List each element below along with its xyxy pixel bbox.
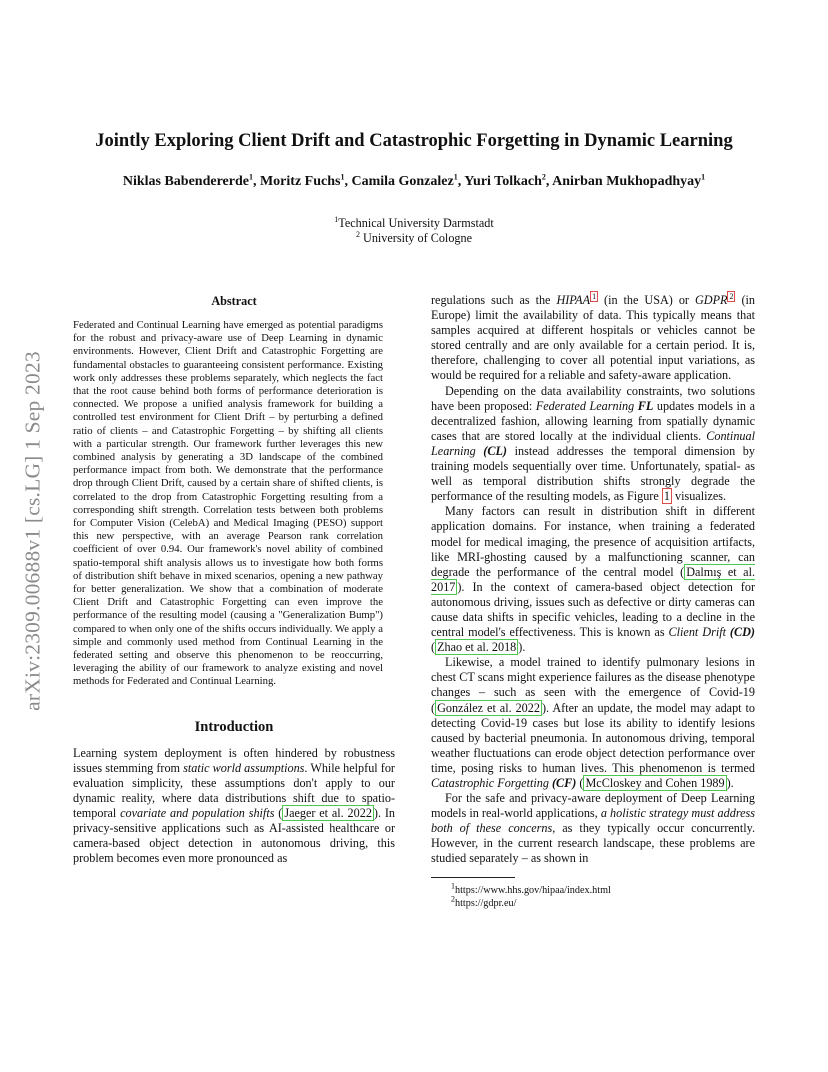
- author-name: Niklas Babendererde$^1$,: [122, 172, 260, 189]
- left-column: [73, 294, 395, 866]
- author-list: [110, 172, 718, 191]
- citation-link[interactable]: Jaeger et al. 2022: [284, 806, 372, 821]
- abstract-heading: Abstract: [211, 294, 257, 308]
- citation-link[interactable]: Dalmış et al. 2017: [431, 564, 756, 594]
- author-name: Yuri Tolkach$^2$,: [464, 172, 553, 189]
- introduction-heading: Introduction: [194, 718, 274, 735]
- body-paragraph: Many factors can result in distribution shift in different application domains. For instance, when training a federated model for medical imaging, the presence of acquisition artifacts, like MRI-ghosting caused by a malfunctioning scanner, can degrade the performance of the central model ( Dalmış et al. 2017 ). In the context of camera-based object detection for autonomous driving, issues such as defective or dirty cameras can cause data shifts in specific vehicles, leading to a decline in the central model's effectiveness. This is known as Client Drift (CD) ( Zhao et al. 2018 ).: [431, 504, 756, 655]
- abstract-text: Federated and Continual Learning have emerged as potential paradigms for the robust and privacy-aware use of Deep Learning in dynamic environments. However, Client Drift and Catastrophic Forgetting are fundamental obstacles to guaranteeing consistent performance. Existing work only addresses these problems separately, which neglects the fact that the root cause behind both forms of performance deterioration is connected. We propose a unified analysis framework for building a controlled test environment for Client Drift – by perturbing a defined ratio of clients – and Catastrophic Forgetting – by shifting all clients with a particular strength. Our framework further leverages this new combined analysis by generating a 3D landscape of the combined performance impact from both. We demonstrate that the performance drop through Client Drift, caused by a certain share of shifted clients, is correlated to the drop from Catastrophic Forgetting resulting from a corresponding shift strength. Correlation tests between both problems for Computer Vision (CelebA) and Medical Imaging (PESO) support this new perspective, with an average Pearson rank correlation coefficient of over 0.94. Our framework's novel ability of combined spatio-temporal shift analysis allows us to investigate how both forms of distribution shift behave in mixed scenarios, opening a new pathway for better generalization. We show that a combination of moderate Client Drift and Catastrophic Forgetting can even improve the performance of the resulting model (causing a "Generalization Bump") compared to when only one of the shifts occurs individually. We apply a simple and commonly used method from Continual Learning in the federated setting and observe this phenomenon to be reoccurring, leveraging the ability of our framework to analyze existing and novel methods for Federated and Continual Learning.: [73, 319, 383, 688]
- body-paragraph: regulations such as the HIPAA $^1$ (in the USA) or GDPR $^2$ (in Europe) limit the availability of data. This typically means that samples acquired at different hospitals or vehicles cannot be stored centrally and are only available for a certain period. It is, therefore, challenging to cover all potential input variations, as would be required for a reliable and safety-aware application.: [431, 291, 755, 383]
- affiliation: $^1$Technical University Darmstadt: [334, 214, 494, 230]
- footnote-divider: [431, 877, 515, 878]
- citation-link[interactable]: González et al. 2022: [437, 700, 540, 715]
- arxiv-identifier: arXiv:2309.00688v1 [cs.LG] 1 Sep 2023: [20, 351, 45, 711]
- footnote-link[interactable]: 2: [729, 291, 734, 301]
- footnote: $^1$https://www.hhs.gov/hipaa/index.html: [451, 881, 611, 896]
- author-name: Camila Gonzalez$^1$,: [351, 172, 465, 189]
- citation-link[interactable]: McCloskey and Cohen 1989: [585, 776, 725, 790]
- footnote-url[interactable]: https://gdpr.eu/: [455, 897, 517, 909]
- footnote-link[interactable]: 1: [592, 291, 597, 301]
- footnote: $^2$https://gdpr.eu/: [451, 894, 517, 909]
- figure-link[interactable]: 1: [663, 489, 670, 504]
- affiliations: [110, 216, 718, 246]
- body-paragraph: Depending on the data availability constraints, two solutions have been proposed: Federated Learning FL updates models in a decentralized fashion, allowing learning from spatially dynamic cases that are stored locally at the individual clients. Continual Learning (CL) instead addresses the temporal dimension by training models sequentially over time. Unfortunately, spatial- as well as temporal distribution shifts strongly degrade the performance of the resulting models, as Figure 1 visualizes.: [431, 383, 755, 504]
- arxiv-sidebar: [8, 296, 58, 766]
- footnote-url[interactable]: https://www.hhs.gov/hipaa/index.html: [455, 884, 611, 896]
- intro-paragraph: Learning system deployment is often hindered by robustness issues stemming from static world assumptions. While helpful for evaluation simplicity, these assumptions don't apply to our dynamic reality, where data distributions shift due to spatio-temporal covariate and population shifts ( Jaeger et al. 2022 ). In privacy-sensitive applications such as AI-assisted healthcare or camera-based object detection in autonomous driving, this problem becomes even more pronounced as: [73, 745, 395, 866]
- body-paragraph: For the safe and privacy-aware deployment of Deep Learning models in real-world applications, a holistic strategy must address both of these concerns, as they typically occur concurrently. However, in the current research landscape, these problems are studied separately – as shown in: [431, 791, 755, 866]
- author-name: Moritz Fuchs$^1$,: [259, 172, 352, 189]
- body-paragraph: Likewise, a model trained to identify pulmonary lesions in chest CT scans might experience failures as the disease phenotype changes – such as seen with the emergence of Covid-19 ( González et al. 2022 ). After an update, the model may adapt to detecting Covid-19 cases but lose its ability to identify lesions caused by bacterial pneumonia. In autonomous driving, temporal weather fluctuations can erode object detection performance over time, posing risks to human lives. This phenomenon is termed Catastrophic Forgetting (CF) ( McCloskey and Cohen 1989 ).: [431, 655, 756, 790]
- right-column: [431, 293, 755, 910]
- paper-title: Jointly Exploring Client Drift and Catastrophic Forgetting in Dynamic Learning: [95, 131, 733, 151]
- affiliation: $^2$ University of Cologne: [355, 229, 473, 245]
- citation-link[interactable]: Zhao et al. 2018: [437, 640, 517, 655]
- author-name: Anirban Mukhopadhyay$^1$: [552, 172, 706, 189]
